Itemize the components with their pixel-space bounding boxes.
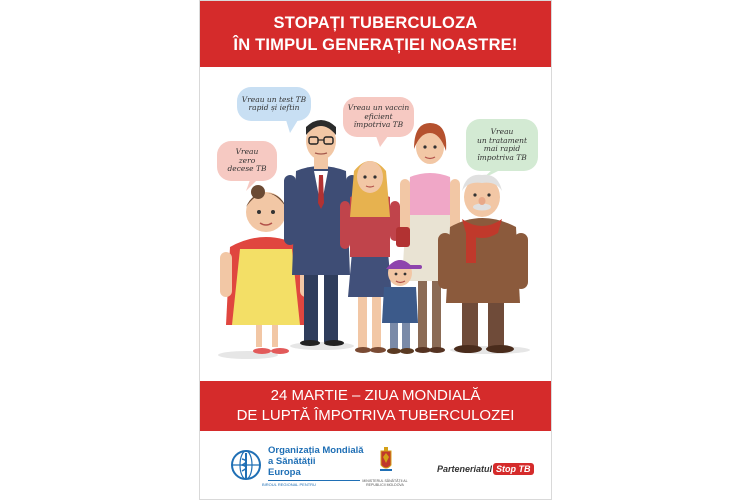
- stop-tb-partnership: [437, 463, 534, 475]
- who-divider: [268, 480, 360, 481]
- event-line-1: 24 MARTIE – ZIUA MONDIALĂ: [270, 387, 481, 404]
- poster: [199, 0, 552, 500]
- speech-bubble-text: Vreau un test TB rapid și ieftin: [241, 94, 307, 112]
- who-name-line-1: Organizația Mondială: [268, 445, 364, 456]
- partner-logos: [200, 431, 551, 500]
- who-name-line-3: Europa: [268, 467, 301, 478]
- stop-tb-badge: Stop TB: [493, 463, 534, 475]
- moldova-emblem-icon: [378, 447, 394, 477]
- who-name-line-2: a Sănătății: [268, 456, 316, 467]
- title-line-2: ÎN TIMPUL GENERAȚIEI NOASTRE!: [233, 36, 518, 54]
- stop-tb-prefix: Parteneriatul: [437, 464, 493, 474]
- who-regional-office: BIROUL REGIONAL PENTRU: [262, 482, 316, 487]
- who-name: [268, 445, 364, 478]
- event-line-2: DE LUPTĂ ÎMPOTRIVA TUBERCULOZEI: [236, 407, 515, 424]
- bubble-tail-2: [286, 120, 298, 133]
- title-line-1: STOPAȚI TUBERCULOZA: [273, 14, 478, 32]
- speech-bubble-zero-deaths: [217, 141, 277, 181]
- speech-bubble-text: Vreau un tratament mai rapid împotriva TB: [477, 127, 527, 162]
- speech-bubble-rapid-test: [237, 87, 311, 121]
- title-banner: [200, 1, 551, 67]
- speech-bubble-treatment: [466, 119, 538, 171]
- who-globe-icon: [230, 449, 262, 481]
- speech-bubble-text: Vreau zero decese TB: [227, 147, 267, 174]
- illustration: [200, 67, 551, 381]
- speech-bubble-text: Vreau un vaccin eficient împotriva TB: [347, 103, 410, 130]
- bubble-tail-3: [376, 136, 388, 147]
- ministry-name: MINISTERUL SĂNĂTĂȚII AL REPUBLICII MOLDOVA: [362, 479, 408, 487]
- speech-bubble-vaccine: [343, 97, 414, 137]
- event-banner: [200, 381, 551, 431]
